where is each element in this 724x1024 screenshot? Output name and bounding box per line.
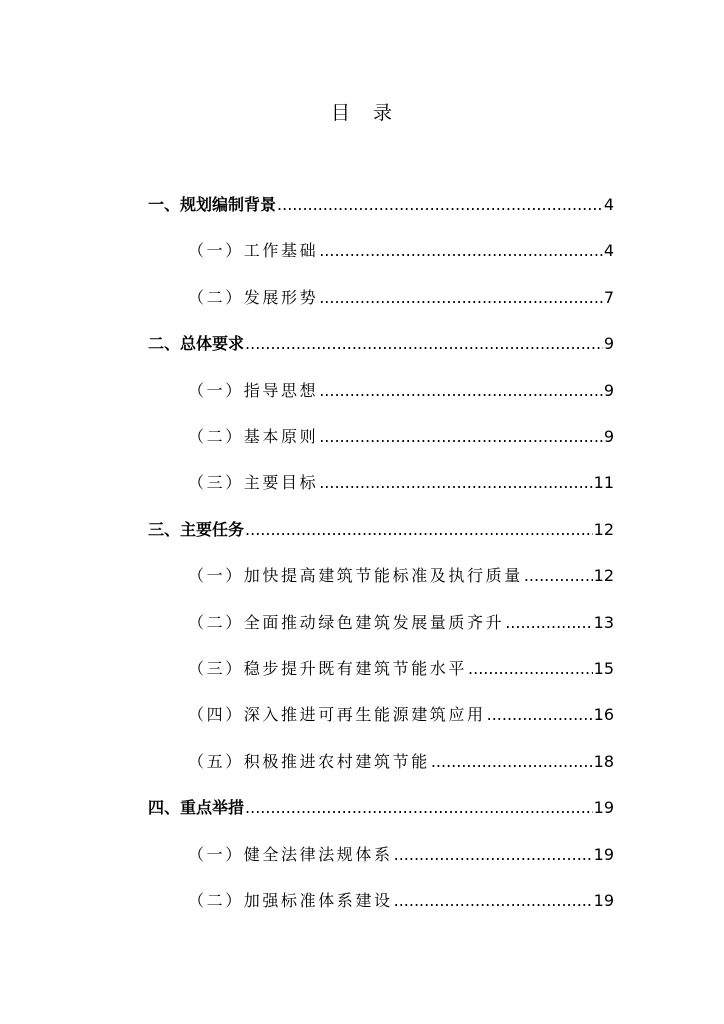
toc-entry-label: （三）稳步提升既有建筑节能水平	[188, 659, 468, 678]
toc-leader-dots	[245, 332, 603, 356]
toc-title	[0, 98, 724, 125]
toc-entry-label: （四）深入推进可再生能源建筑应用	[188, 705, 486, 725]
toc-entry-label: （一）健全法律法规体系	[188, 844, 393, 864]
toc-entry-page-number: 15	[593, 659, 614, 678]
toc-entry[interactable]	[188, 657, 614, 681]
toc-entry-page-number: 19	[593, 798, 614, 818]
toc-entry-label: （二）基本原则	[188, 427, 319, 446]
toc-entry[interactable]	[188, 750, 614, 774]
toc-entry-page-number: 4	[603, 195, 614, 214]
toc-leader-dots	[468, 657, 593, 681]
toc-entry-page-number: 11	[593, 473, 614, 493]
toc-entry-page-number: 13	[593, 612, 614, 632]
toc-entry[interactable]	[188, 843, 614, 867]
toc-leader-dots	[394, 889, 593, 913]
toc-title-char-2: 录	[373, 102, 394, 124]
toc-leader-dots	[277, 193, 603, 217]
toc-entry[interactable]	[188, 239, 614, 263]
toc-entry[interactable]	[188, 286, 614, 310]
toc-entry-label: （一）工作基础	[188, 241, 319, 261]
toc-leader-dots	[524, 564, 593, 588]
toc-entry[interactable]	[148, 796, 614, 820]
toc-entry-label: （一）加快提高建筑节能标准及执行质量	[188, 566, 523, 586]
toc-entry-label: （二）加强标准体系建设	[188, 891, 393, 910]
toc-leader-dots	[394, 843, 593, 867]
toc-entry-label: 四、重点举措	[148, 798, 245, 818]
toc-entry[interactable]	[188, 425, 614, 449]
toc-entry-page-number: 18	[593, 751, 614, 771]
toc-entry-page-number: 9	[603, 380, 614, 400]
toc-leader-dots	[487, 703, 593, 727]
toc-leader-dots	[505, 611, 592, 635]
toc-leader-dots	[245, 518, 593, 542]
toc-entry-label: 一、规划编制背景	[148, 195, 277, 214]
toc-leader-dots	[319, 425, 603, 449]
toc-entry-page-number: 19	[593, 844, 614, 864]
toc-entry-page-number: 12	[593, 519, 614, 539]
toc-entry-label: （五）积极推进农村建筑节能	[188, 751, 430, 771]
toc-entry-label: （一）指导思想	[188, 380, 319, 400]
toc-entry-page-number: 9	[603, 427, 614, 446]
toc-entry[interactable]	[188, 611, 614, 635]
toc-entry-page-number: 19	[593, 891, 614, 910]
toc-entry[interactable]	[188, 889, 614, 913]
toc-entry[interactable]	[188, 564, 614, 588]
toc-entry-label: 三、主要任务	[148, 519, 245, 539]
toc-entry[interactable]	[148, 518, 614, 542]
toc-entry-page-number: 9	[603, 334, 614, 354]
toc-leader-dots	[245, 796, 593, 820]
toc-entry-label: （二）发展形势	[188, 287, 319, 307]
toc-entry[interactable]	[148, 193, 614, 217]
toc-entry-label: （二）全面推动绿色建筑发展量质齐升	[188, 612, 505, 632]
toc-entry-page-number: 4	[603, 241, 614, 261]
toc-entry[interactable]	[148, 332, 614, 356]
toc-entry[interactable]	[188, 703, 614, 727]
toc-entry-label: （三）主要目标	[188, 473, 319, 493]
toc-leader-dots	[319, 286, 603, 310]
toc-leader-dots	[431, 750, 593, 774]
toc-entry-page-number: 16	[593, 705, 614, 725]
toc-entry[interactable]	[188, 471, 614, 495]
toc-leader-dots	[319, 239, 603, 263]
toc-title-char-1: 目	[330, 102, 351, 124]
toc-leader-dots	[319, 471, 592, 495]
toc-entry-page-number: 12	[593, 566, 614, 586]
toc-leader-dots	[319, 379, 603, 403]
toc-entry[interactable]	[188, 379, 614, 403]
toc-entry-page-number: 7	[603, 287, 614, 307]
toc-entry-label: 二、总体要求	[148, 334, 245, 354]
